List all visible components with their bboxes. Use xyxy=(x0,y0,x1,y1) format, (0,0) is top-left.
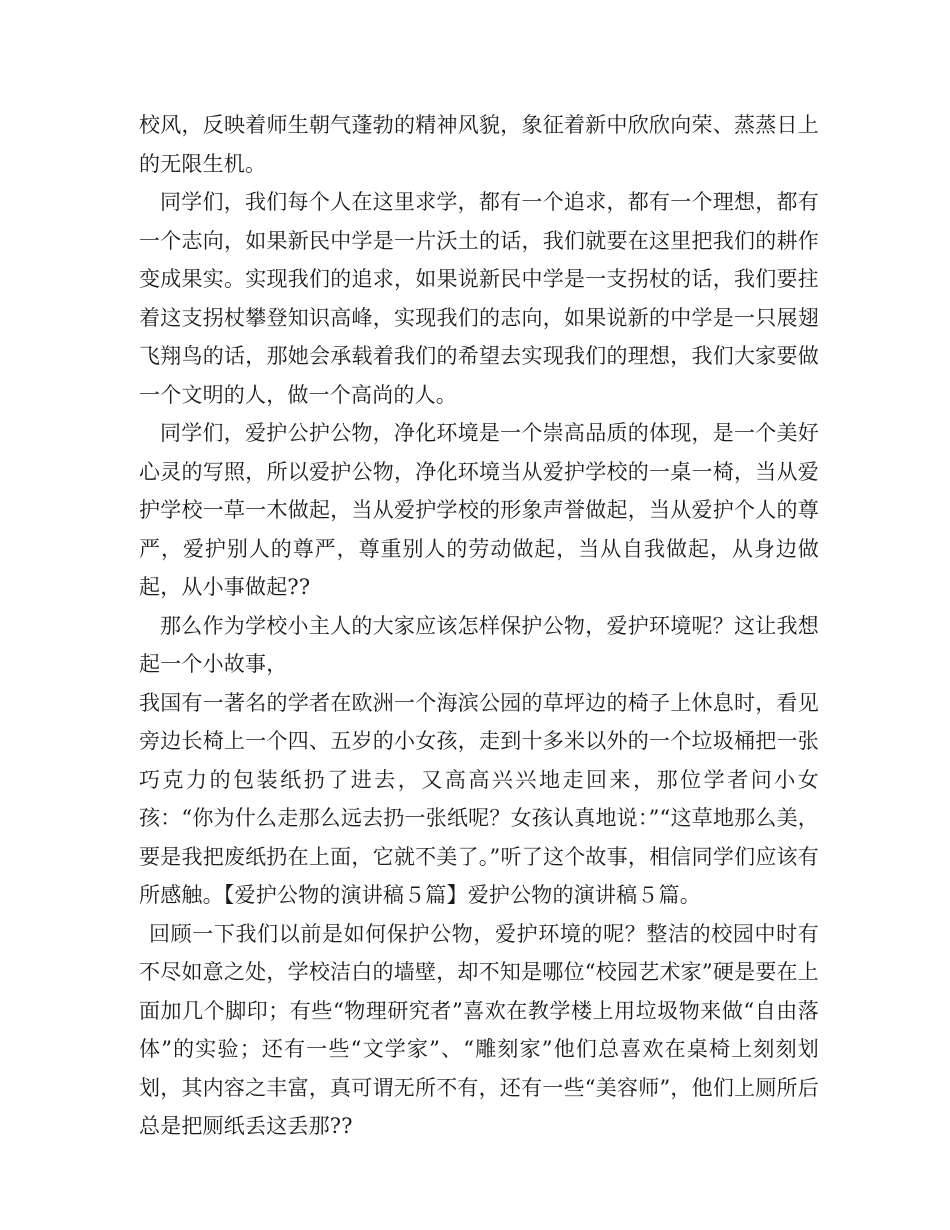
paragraph-review: 回顾一下我们以前是如何保护公物，爱护环境的呢？整洁的校园中时有不尽如意之处，学校洁白的墙壁，却不知是哪位“校园艺术家”硬是要在上面加几个脚印；有些“物理研究者”喜欢在教学楼上用垃圾物来做“自由落体”的实验；还有一些“文学家”、“雕刻家”他们总喜欢在桌椅上刻刻划划，其内容之丰富，真可谓无所不有，还有一些“美容师”，他们上厕所后总是把厕纸丢这丢那?? xyxy=(139,921,819,1138)
document-body xyxy=(139,106,819,1146)
paragraph-protect-property: 同学们，爱护公护公物，净化环境是一个崇高品质的体现，是一个美好心灵的写照，所以爱护公物，净化环境当从爱护学校的一桌一椅，当从爱护学校一草一木做起，当从爱护学校的形象声誉做起，当从爱护个人的尊严，爱护别人的尊严，尊重别人的劳动做起，当从自我做起，从身边做起，从小事做起?? xyxy=(139,421,819,599)
paragraph-pursuit-ideals: 同学们，我们每个人在这里求学，都有一个追求，都有一个理想，都有一个志向，如果新民中学是一片沃土的话，我们就要在这里把我们的耕作变成果实。实现我们的追求，如果说新民中学是一支拐杖的话，我们要拄着这支拐杖攀登知识高峰，实现我们的志向，如果说新的中学是一只展翅飞翔鸟的话，那她会承载着我们的希望去实现我们的理想，我们大家要做一个文明的人，做一个高尚的人。 xyxy=(139,190,819,407)
paragraph-story: 我国有一著名的学者在欧洲一个海滨公园的草坪边的椅子上休息时，看见旁边长椅上一个四、五岁的小女孩，走到十多米以外的一个垃圾桶把一张巧克力的包装纸扔了进去，又高高兴兴地走回来，那位学者问小女孩：“你为什么走那么远去扔一张纸呢？女孩认真地说：”“这草地那么美，要是我把废纸扔在上面，它就不美了。”听了这个故事，相信同学们应该有所感触。【爱护公物的演讲稿５篇】爱护公物的演讲稿５篇。 xyxy=(139,690,819,907)
paragraph-school-spirit: 校风，反映着师生朝气蓬勃的精神风貌，象征着新中欣欣向荣、蒸蒸日上的无限生机。 xyxy=(139,113,819,176)
paragraph-question: 那么作为学校小主人的大家应该怎样保护公物，爱护环境呢？这让我想起一个小故事， xyxy=(139,613,819,676)
